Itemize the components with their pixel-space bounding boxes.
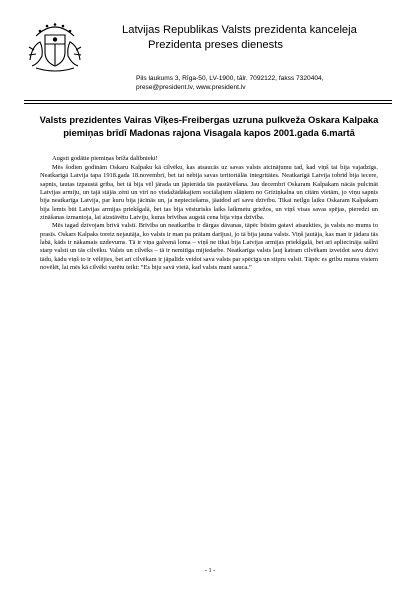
department-name: Prezidenta preses dienests xyxy=(148,39,283,51)
contact-email-web: prese@president.lv, www.president.lv xyxy=(136,84,246,91)
organization-name: Latvijas Republikas Valsts prezidenta kanceleja xyxy=(122,24,357,36)
document-title: Valsts prezidentes Vairas Vīķes-Freibergas uzruna pulkveža Oskara Kalpaka piemiņas brīdī Madonas rajona Visagala kapos 2001.gada 6.martā xyxy=(39,114,379,138)
contact-address: Pils laukums 3, Rīga-50, LV-1900, tālr. 7092122, fakss 7320404, xyxy=(136,75,324,82)
speech-body xyxy=(40,155,378,272)
greeting: Augsti godātie piemiņas brīža dalībnieki! xyxy=(52,155,158,162)
header-divider xyxy=(24,100,392,101)
latvia-coat-of-arms-icon xyxy=(26,20,84,74)
paragraph-2: Mēs tagad dzīvojam brīvā valstī. Brīvība un neatkarība ir dārgas dāvanas, tāpēc būsim gatavi atsaukties, ja valsts no mums to prasīs. Oskars Kalpaks toreiz nejautāja, ko valsts ir man pa prātam darījusi, jo tā bija jauna valsts. Viņš jautāja, kas man ir jādara tās labā, kāds ir nākamais uzdevums. Tā ir viņa galvenā loma – viņš ne tikai bija Latvijas armijas priekšgalā, bet arī apliecināja sašlnī starp valsti un tās cilvēku. Valsts un cilvēks – tā ir nemitīga mijiedarbe. Neatkarīga valsts ļauj katram cilvēkam izveidot savu dzīvi tādu, kādu viņš to ir vēlējies, bet arī cilvēkam ir jāpalīdz veidot sava valsts par spēcīgu un stipru valsti. Tāpēc es gribu mums visiem novēlēt, lai mēs kā cilvēki varētu teikt: “Es biju savā vietā, kad valsts mani sauca.” xyxy=(40,222,378,272)
header-divider-thin xyxy=(24,103,392,104)
page-number: - 1 - xyxy=(204,567,216,574)
paragraph-1: Mēs šodien godinām Oskaru Kalpaku kā cilvēku, kas atsaucās uz savas valsts aicinājumu tad, kad viņš tai bija vajadzīgs. Neatkarīgā Latvija tapa 1918.gada 18.novembrī, bet tai nebija savas teritoriālās integritātes. Neatkarīgā Latvija tobrīd bija iecere, sapnis, tautas izpaustā griba, bet tā bija vēl jārada un jāpierāda tās pastāvēšana. Jau decembrī Oskaram Kalpakam nācās pulcināt Latvijas armiju, un tajā stājās zēni un vīri no visdažādākajiem sociālajiem slāņiem no Grīziņkalna un citām vietām, jo viņu sapnis bija neatkarīga Latvija, par kuru bija jācīnās un, ja nepieciešams, jāatdod arī savu dzīvību. Tikai neilgu laiku Oskaram Kalpakam bija lemts būt Latvijas armijas priekšgalā, bet tas bija vēsturisks laiks laikmetu griežos, un viņš visas savas spējas, pieredzi un zināšanas izmantoja, lai aizstāvētu Latviju, kuras brīvības augstā cena bija viņa dzīvība. xyxy=(40,163,378,221)
